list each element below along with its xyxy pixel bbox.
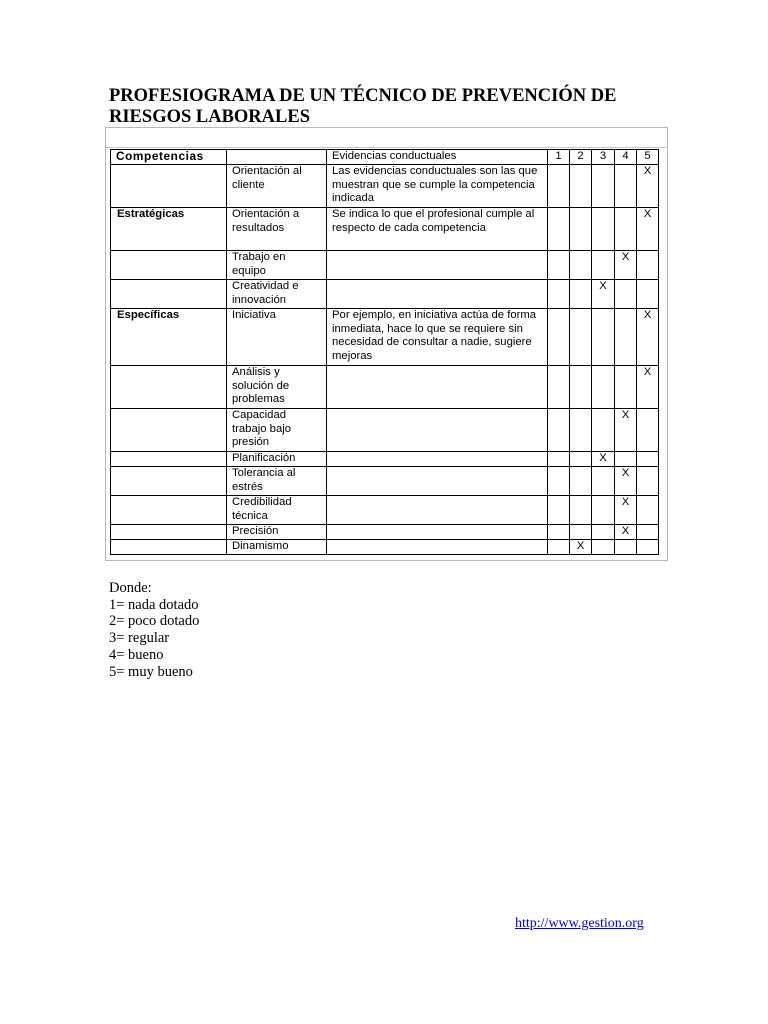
table-row <box>111 366 659 409</box>
table-header-row <box>111 150 659 165</box>
category-cell <box>111 467 227 496</box>
level-mark: X <box>592 280 615 309</box>
competence-cell: Iniciativa <box>227 309 327 366</box>
evidence-cell <box>327 467 548 496</box>
level-2-cell <box>570 309 592 366</box>
category-cell <box>111 280 227 309</box>
header-competencias: Competencias <box>111 150 227 165</box>
header-level-2: 2 <box>570 150 592 165</box>
competence-cell: Orientación al cliente <box>227 165 327 208</box>
level-mark: X <box>637 366 659 409</box>
level-mark: X <box>637 165 659 208</box>
competence-cell: Capacidad trabajo bajo presión <box>227 409 327 452</box>
evidence-cell <box>327 540 548 555</box>
level-5-cell <box>637 251 659 280</box>
legend-item: 5= muy bueno <box>109 663 193 680</box>
level-mark: X <box>615 251 637 280</box>
level-1-cell <box>548 467 570 496</box>
level-2-cell <box>570 525 592 540</box>
level-3-cell <box>592 409 615 452</box>
header-level-3: 3 <box>592 150 615 165</box>
evidence-cell: Por ejemplo, en iniciativa actúa de forma inmediata, hace lo que se requiere sin necesidad de consultar a nadie, sugiere mejoras <box>327 309 548 366</box>
level-1-cell <box>548 309 570 366</box>
level-mark: X <box>570 540 592 555</box>
level-1-cell <box>548 525 570 540</box>
category-cell <box>111 525 227 540</box>
competence-cell: Trabajo en equipo <box>227 251 327 280</box>
category-cell <box>111 496 227 525</box>
level-mark: X <box>637 208 659 251</box>
level-5-cell <box>637 280 659 309</box>
header-evidencias: Evidencias conductuales <box>327 150 548 165</box>
table-row <box>111 165 659 208</box>
evidence-cell: Las evidencias conductuales son las que muestran que se cumple la competencia indicada <box>327 165 548 208</box>
evidence-cell <box>327 452 548 467</box>
competence-cell: Orientación a resultados <box>227 208 327 251</box>
level-5-cell <box>637 525 659 540</box>
competence-cell: Creatividad e innovación <box>227 280 327 309</box>
table-row <box>111 467 659 496</box>
category-cell <box>111 540 227 555</box>
category-cell <box>111 165 227 208</box>
table-row <box>111 309 659 366</box>
evidence-cell <box>327 251 548 280</box>
evidence-cell <box>327 409 548 452</box>
level-2-cell <box>570 467 592 496</box>
category-cell: Específicas <box>111 309 227 366</box>
level-3-cell <box>592 540 615 555</box>
table-row <box>111 452 659 467</box>
table-row <box>111 208 659 251</box>
table-row <box>111 525 659 540</box>
level-2-cell <box>570 280 592 309</box>
level-mark: X <box>615 467 637 496</box>
evidence-cell <box>327 366 548 409</box>
level-3-cell <box>592 251 615 280</box>
level-4-cell <box>615 366 637 409</box>
category-cell: Estratégicas <box>111 208 227 251</box>
level-mark: X <box>637 309 659 366</box>
legend-heading: Donde: <box>109 580 152 596</box>
table-row <box>111 540 659 555</box>
legend-item: 2= poco dotado <box>109 613 200 630</box>
level-1-cell <box>548 366 570 409</box>
competence-cell: Precisión <box>227 525 327 540</box>
level-1-cell <box>548 208 570 251</box>
level-4-cell <box>615 540 637 555</box>
level-5-cell <box>637 467 659 496</box>
level-mark: X <box>592 452 615 467</box>
level-2-cell <box>570 409 592 452</box>
table-row <box>111 251 659 280</box>
table-row <box>111 280 659 309</box>
level-5-cell <box>637 452 659 467</box>
profesiograma-table <box>110 149 659 555</box>
level-4-cell <box>615 452 637 467</box>
header-level-4: 4 <box>615 150 637 165</box>
level-2-cell <box>570 452 592 467</box>
level-5-cell <box>637 496 659 525</box>
level-3-cell <box>592 309 615 366</box>
level-1-cell <box>548 251 570 280</box>
header-level-1: 1 <box>548 150 570 165</box>
legend <box>109 580 199 680</box>
category-cell <box>111 251 227 280</box>
level-2-cell <box>570 165 592 208</box>
level-1-cell <box>548 496 570 525</box>
level-4-cell <box>615 208 637 251</box>
header-level-5: 5 <box>637 150 659 165</box>
level-3-cell <box>592 208 615 251</box>
table-row <box>111 409 659 452</box>
level-3-cell <box>592 525 615 540</box>
level-1-cell <box>548 165 570 208</box>
page-title: PROFESIOGRAMA DE UN TÉCNICO DE PREVENCIÓN DE RIESGOS LABORALES <box>109 86 617 127</box>
level-2-cell <box>570 251 592 280</box>
level-4-cell <box>615 280 637 309</box>
level-1-cell <box>548 280 570 309</box>
level-mark: X <box>615 496 637 525</box>
table-row <box>111 496 659 525</box>
level-2-cell <box>570 496 592 525</box>
footer-link[interactable]: http://www.gestion.org <box>515 916 644 931</box>
level-3-cell <box>592 366 615 409</box>
level-1-cell <box>548 409 570 452</box>
level-5-cell <box>637 409 659 452</box>
level-5-cell <box>637 540 659 555</box>
evidence-cell <box>327 525 548 540</box>
legend-item: 1= nada dotado <box>109 596 199 613</box>
evidence-cell <box>327 280 548 309</box>
competence-cell: Tolerancia al estrés <box>227 467 327 496</box>
category-cell <box>111 452 227 467</box>
competence-cell: Análisis y solución de problemas <box>227 366 327 409</box>
category-cell <box>111 409 227 452</box>
competence-cell: Dinamismo <box>227 540 327 555</box>
header-blank <box>227 150 327 165</box>
legend-item: 3= regular <box>109 630 170 647</box>
category-cell <box>111 366 227 409</box>
level-mark: X <box>615 409 637 452</box>
level-3-cell <box>592 496 615 525</box>
legend-item: 4= bueno <box>109 646 164 663</box>
level-3-cell <box>592 467 615 496</box>
level-4-cell <box>615 309 637 366</box>
level-mark: X <box>615 525 637 540</box>
level-4-cell <box>615 165 637 208</box>
competence-cell: Credibilidad técnica <box>227 496 327 525</box>
evidence-cell: Se indica lo que el profesional cumple al respecto de cada competencia <box>327 208 548 251</box>
level-1-cell <box>548 452 570 467</box>
frame-divider <box>106 147 667 148</box>
competence-cell: Planificación <box>227 452 327 467</box>
level-1-cell <box>548 540 570 555</box>
level-2-cell <box>570 208 592 251</box>
level-3-cell <box>592 165 615 208</box>
level-2-cell <box>570 366 592 409</box>
evidence-cell <box>327 496 548 525</box>
